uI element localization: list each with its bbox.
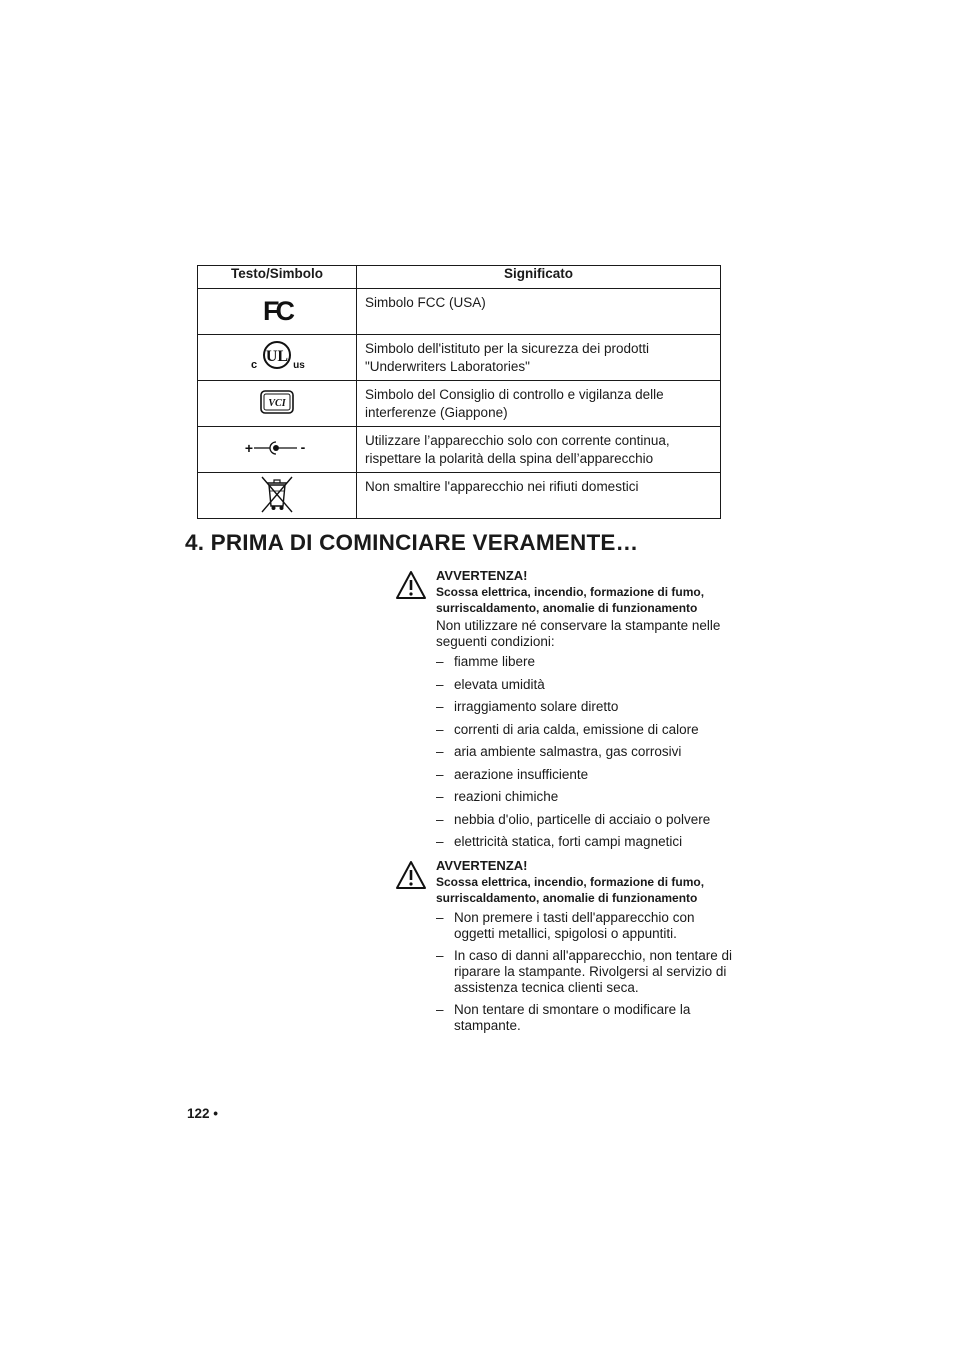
instruction-list	[436, 910, 735, 1034]
symbol-cell	[198, 473, 357, 519]
meaning-cell: Simbolo del Consiglio di controllo e vigilanza delle interferenze (Giappone)	[357, 381, 721, 427]
svg-text:VCI: VCI	[268, 398, 286, 409]
fcc-logo-icon	[257, 295, 297, 325]
table-row	[198, 335, 721, 381]
svg-text:FC: FC	[263, 296, 291, 325]
list-item: – irraggiamento solare diretto	[436, 699, 735, 715]
table-row	[198, 427, 721, 473]
meaning-cell: Utilizzare l’apparecchio solo con corrente continua, rispettare la polarità della spina dell’apparecchio	[357, 427, 721, 473]
table-row	[198, 381, 721, 427]
list-item: – aria ambiente salmastra, gas corrosivi	[436, 744, 735, 760]
warning-subtitle: Scossa elettrica, incendio, formazione di fumo, surriscaldamento, anomalie di funzionamento	[436, 875, 705, 905]
warning-subtitle: Scossa elettrica, incendio, formazione di fumo, surriscaldamento, anomalie di funzionamento	[436, 585, 705, 615]
svg-text:+: +	[245, 440, 254, 456]
list-item: – reazioni chimiche	[436, 789, 735, 805]
svg-text:-: -	[300, 439, 306, 455]
symbol-cell	[198, 427, 357, 473]
list-item: – fiamme libere	[436, 654, 735, 670]
list-item: – elettricità statica, forti campi magnetici	[436, 834, 735, 850]
column-header: Significato	[357, 266, 721, 289]
dc-polarity-icon	[245, 438, 309, 458]
warning-block	[395, 858, 735, 1040]
section-heading: 4. PRIMA DI COMINCIARE VERAMENTE…	[185, 530, 639, 555]
list-item: – elevata umidità	[436, 677, 735, 693]
page-number: 122 •	[187, 1106, 219, 1121]
svg-text:c: c	[250, 359, 258, 371]
symbol-cell	[198, 381, 357, 427]
symbols-table	[197, 265, 721, 519]
warning-block	[395, 568, 735, 857]
meaning-cell: Simbolo dell'istituto per la sicurezza dei prodotti "Underwriters Laboratories"	[357, 335, 721, 381]
warning-body: Non utilizzare né conservare la stampante nelle seguenti condizioni:	[436, 618, 721, 649]
symbol-cell	[198, 335, 357, 381]
symbol-cell	[198, 289, 357, 335]
svg-text:us: us	[293, 360, 305, 371]
warning-triangle-icon	[395, 570, 427, 600]
table-row	[198, 289, 721, 335]
warning-title: AVVERTENZA!	[436, 858, 528, 873]
list-item: – In caso di danni all'apparecchio, non tentare di riparare la stampante. Rivolgersi al servizio di assistenza tecnica clienti seca.	[436, 948, 735, 996]
condition-list	[436, 654, 735, 850]
list-item: – nebbia d'olio, particelle di acciaio o polvere	[436, 812, 735, 828]
meaning-cell: Simbolo FCC (USA)	[357, 289, 721, 335]
vci-logo-icon	[259, 389, 295, 415]
warning-title: AVVERTENZA!	[436, 568, 528, 583]
column-header: Testo/Simbolo	[198, 266, 357, 289]
table-row	[198, 473, 721, 519]
svg-text:UL: UL	[265, 348, 289, 365]
list-item: – Non premere i tasti dell'apparecchio con oggetti metallici, spigolosi o appuntiti.	[436, 910, 735, 942]
ul-logo-icon	[247, 339, 307, 373]
list-item: – Non tentare di smontare o modificare la stampante.	[436, 1002, 735, 1034]
list-item: – aerazione insufficiente	[436, 767, 735, 783]
warning-triangle-icon	[395, 860, 427, 890]
weee-crossed-bin-icon	[258, 474, 296, 514]
table-header-row	[198, 266, 721, 289]
meaning-cell: Non smaltire l'apparecchio nei rifiuti domestici	[357, 473, 721, 519]
list-item: – correnti di aria calda, emissione di calore	[436, 722, 735, 738]
